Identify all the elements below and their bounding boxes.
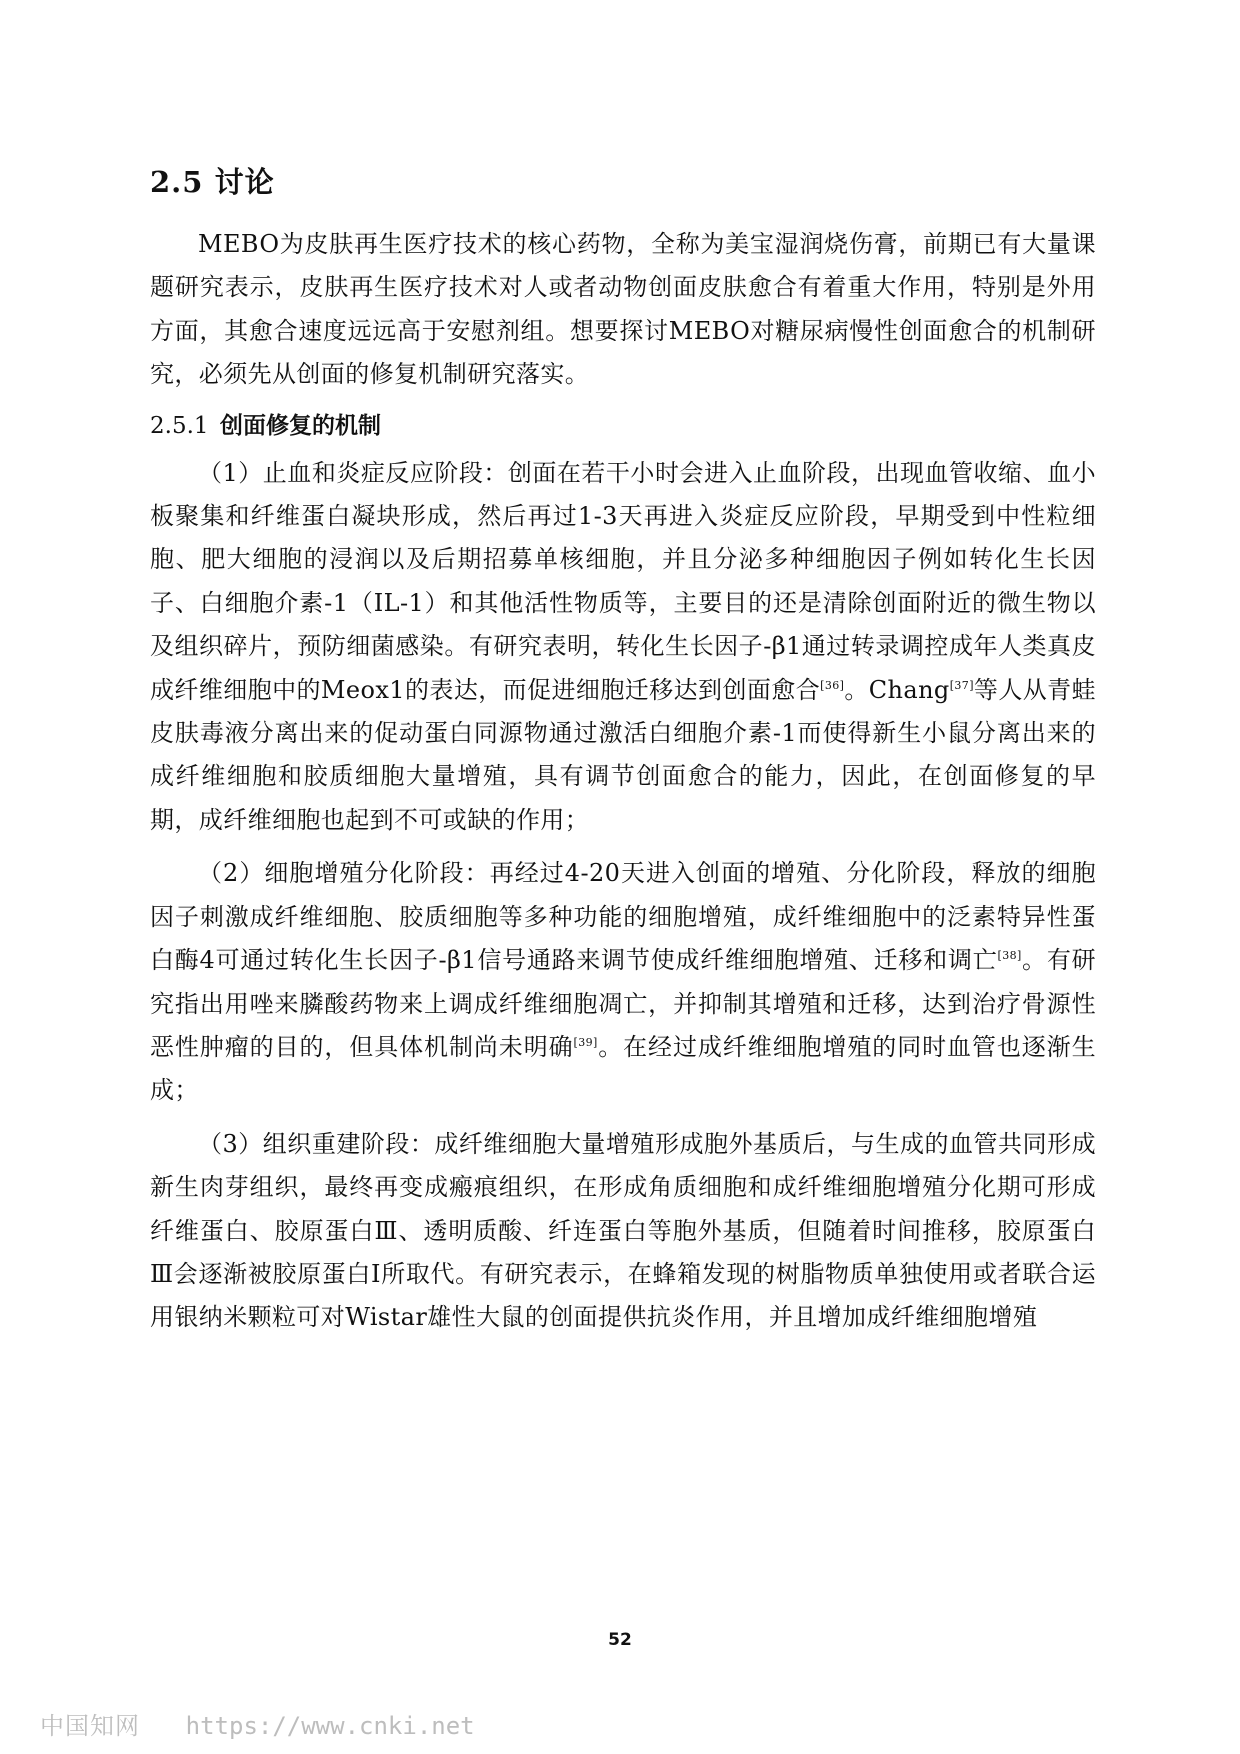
section-title: 讨论 — [214, 165, 275, 199]
paragraph-stage-1-text-a: （1）止血和炎症反应阶段：创面在若干小时会进入止血阶段，出现血管收缩、血小板聚集和纤维蛋白凝块形成，然后再过1-3天再进入炎症反应阶段，早期受到中性粒细胞、肥大细胞的浸润以及后期招募单核细胞，并且分泌多种细胞因子例如转化生长因子、白细胞介素-1（IL-1）和其他活性物质等，主要目的还是清除创面附近的微生物以及组织碎片，预防细菌感染。有研究表明，转化生长因子-β1通过转录调控成年人类真皮成纤维细胞中的Meox1的表达，而促进细胞迁移达到创面愈合 — [150, 458, 1096, 704]
page-number: 52 — [608, 1630, 632, 1650]
intro-paragraph: MEBO为皮肤再生医疗技术的核心药物，全称为美宝湿润烧伤膏，前期已有大量课题研究表示，皮肤再生医疗技术对人或者动物创面皮肤愈合有着重大作用，特别是外用方面，其愈合速度远远高于安慰剂组。想要探讨MEBO对糖尿病慢性创面愈合的机制研究，必须先从创面的修复机制研究落实。 — [150, 230, 1096, 389]
paragraph-stage-2-text-a: （2）细胞增殖分化阶段：再经过4-20天进入创面的增殖、分化阶段，释放的细胞因子刺激成纤维细胞、胶质细胞等多种功能的细胞增殖，成纤维细胞中的泛素特异性蛋白酶4可通过转化生长因子-β1信号通路来调节使成纤维细胞增殖、迁移和调亡 — [150, 859, 1096, 975]
citation-37: [37] — [949, 678, 974, 692]
paragraph-stage-1-text-c: 等人从青蛙皮肤毒液分离出来的促动蛋白同源物通过激活白细胞介素-1而使得新生小鼠分离出来的成纤维细胞和胶质细胞大量增殖，具有调节创面愈合的能力，因此，在创面修复的早期，成纤维细胞也起到不可或缺的作用； — [150, 675, 1096, 834]
section-number: 2.5 — [150, 165, 204, 199]
paragraph-stage-3 — [150, 1123, 1096, 1340]
citation-38: [38] — [997, 949, 1022, 963]
paragraph-stage-1-text-b: 。Chang — [844, 675, 950, 704]
citation-36: [36] — [820, 678, 845, 692]
subsection-heading — [150, 407, 1096, 440]
page-content — [150, 160, 1096, 1340]
watermark — [40, 1706, 475, 1741]
paragraph-stage-1 — [150, 452, 1096, 843]
watermark-logo-text: 中国知网 — [40, 1712, 140, 1740]
section-heading — [150, 160, 1096, 201]
paragraph-stage-2-text-b: 。有研究指出用唑来膦酸药物来上调成纤维细胞凋亡，并抑制其增殖和迁移，达到治疗骨源性恶性肿瘤的目的，但具体机制尚未明确 — [150, 946, 1096, 1061]
paragraph-stage-2-text-c: 。在经过成纤维细胞增殖的同时血管也逐渐生成； — [150, 1032, 1096, 1105]
citation-39: [39] — [573, 1035, 598, 1049]
subsection-number: 2.5.1 — [150, 412, 209, 439]
paragraph-stage-3-text-a: （3）组织重建阶段：成纤维细胞大量增殖形成胞外基质后，与生成的血管共同形成新生肉芽组织，最终再变成瘢痕组织，在形成角质细胞和成纤维细胞增殖分化期可形成纤维蛋白、胶原蛋白Ⅲ、透明质酸、纤连蛋白等胞外基质，但随着时间推移，胶原蛋白Ⅲ会逐渐被胶原蛋白Ⅰ所取代。有研究表示，在蜂箱发现的树脂物质单独使用或者联合运用银纳米颗粒可对Wistar雄性大鼠的创面提供抗炎作用，并且增加成纤维细胞增殖 — [150, 1129, 1096, 1332]
subsection-title: 创面修复的机制 — [220, 411, 381, 439]
watermark-url: https://www.cnki.net — [185, 1712, 475, 1740]
paragraph-stage-2 — [150, 852, 1096, 1112]
